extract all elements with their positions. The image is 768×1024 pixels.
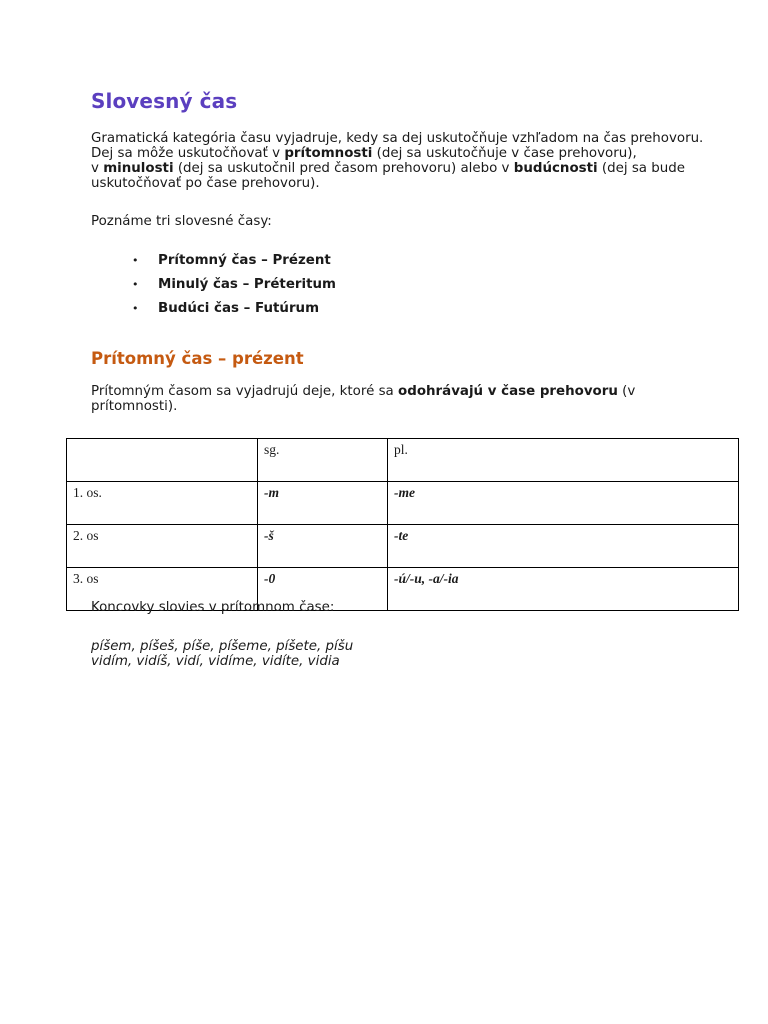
intro-text: v (91, 161, 104, 176)
table-header-cell (67, 439, 258, 482)
table-cell: -š (258, 525, 388, 568)
list-item-label: Budúci čas – Futúrum (158, 301, 320, 316)
desc-text: (v (617, 384, 636, 399)
known-tenses-text: Poznáme tri slovesné časy: (91, 214, 272, 229)
example-line: vidím, vidíš, vidí, vidíme, vidíte, vidia (91, 654, 340, 669)
table-cell: 1. os. (67, 482, 258, 525)
endings-table (66, 438, 739, 611)
table-row (67, 482, 739, 525)
endings-label: Koncovky slovies v prítomnom čase: (91, 600, 335, 615)
intro-text: Dej sa môže uskutočňovať v (91, 146, 285, 161)
intro-text: (dej sa uskutočňuje v čase prehovoru), (372, 146, 637, 161)
table-cell: -te (388, 525, 739, 568)
bullet-icon: • (132, 278, 139, 291)
table-header-row (67, 439, 739, 482)
intro-paragraph (91, 131, 741, 191)
intro-line-1: Gramatická kategória času vyjadruje, kedy sa dej uskutočňuje vzhľadom na čas prehovoru. (91, 131, 704, 146)
bullet-icon: • (132, 302, 139, 315)
table-cell: -m (258, 482, 388, 525)
intro-bold: minulosti (103, 161, 174, 176)
list-item-label: Minulý čas – Préteritum (158, 277, 336, 292)
table-row (67, 525, 739, 568)
bullet-icon: • (132, 254, 139, 267)
table-cell: -me (388, 482, 739, 525)
intro-bold: budúcnosti (513, 161, 598, 176)
desc-text: prítomnosti). (91, 399, 178, 414)
table-header-cell: sg. (258, 439, 388, 482)
intro-text: (dej sa bude (597, 161, 685, 176)
table-cell: -0 (258, 568, 388, 611)
table-cell: 3. os (67, 568, 258, 611)
table-header-cell: pl. (388, 439, 739, 482)
desc-text: Prítomným časom sa vyjadrujú deje, ktoré sa (91, 384, 399, 399)
present-description (91, 384, 711, 414)
example-line: píšem, píšeš, píše, píšeme, píšete, píšu (91, 639, 354, 654)
desc-bold: odohrávajú v čase prehovoru (398, 384, 618, 399)
section-heading: Prítomný čas – prézent (91, 349, 304, 368)
table-cell: -ú/-u, -a/-ia (388, 568, 739, 611)
intro-text: (dej sa uskutočnil pred časom prehovoru) alebo v (173, 161, 514, 176)
intro-text: uskutočňovať po čase prehovoru). (91, 176, 320, 191)
page-title: Slovesný čas (91, 89, 238, 113)
examples-block (91, 639, 353, 669)
intro-bold: prítomnosti (284, 146, 373, 161)
table-cell: 2. os (67, 525, 258, 568)
list-item-label: Prítomný čas – Prézent (158, 253, 331, 268)
